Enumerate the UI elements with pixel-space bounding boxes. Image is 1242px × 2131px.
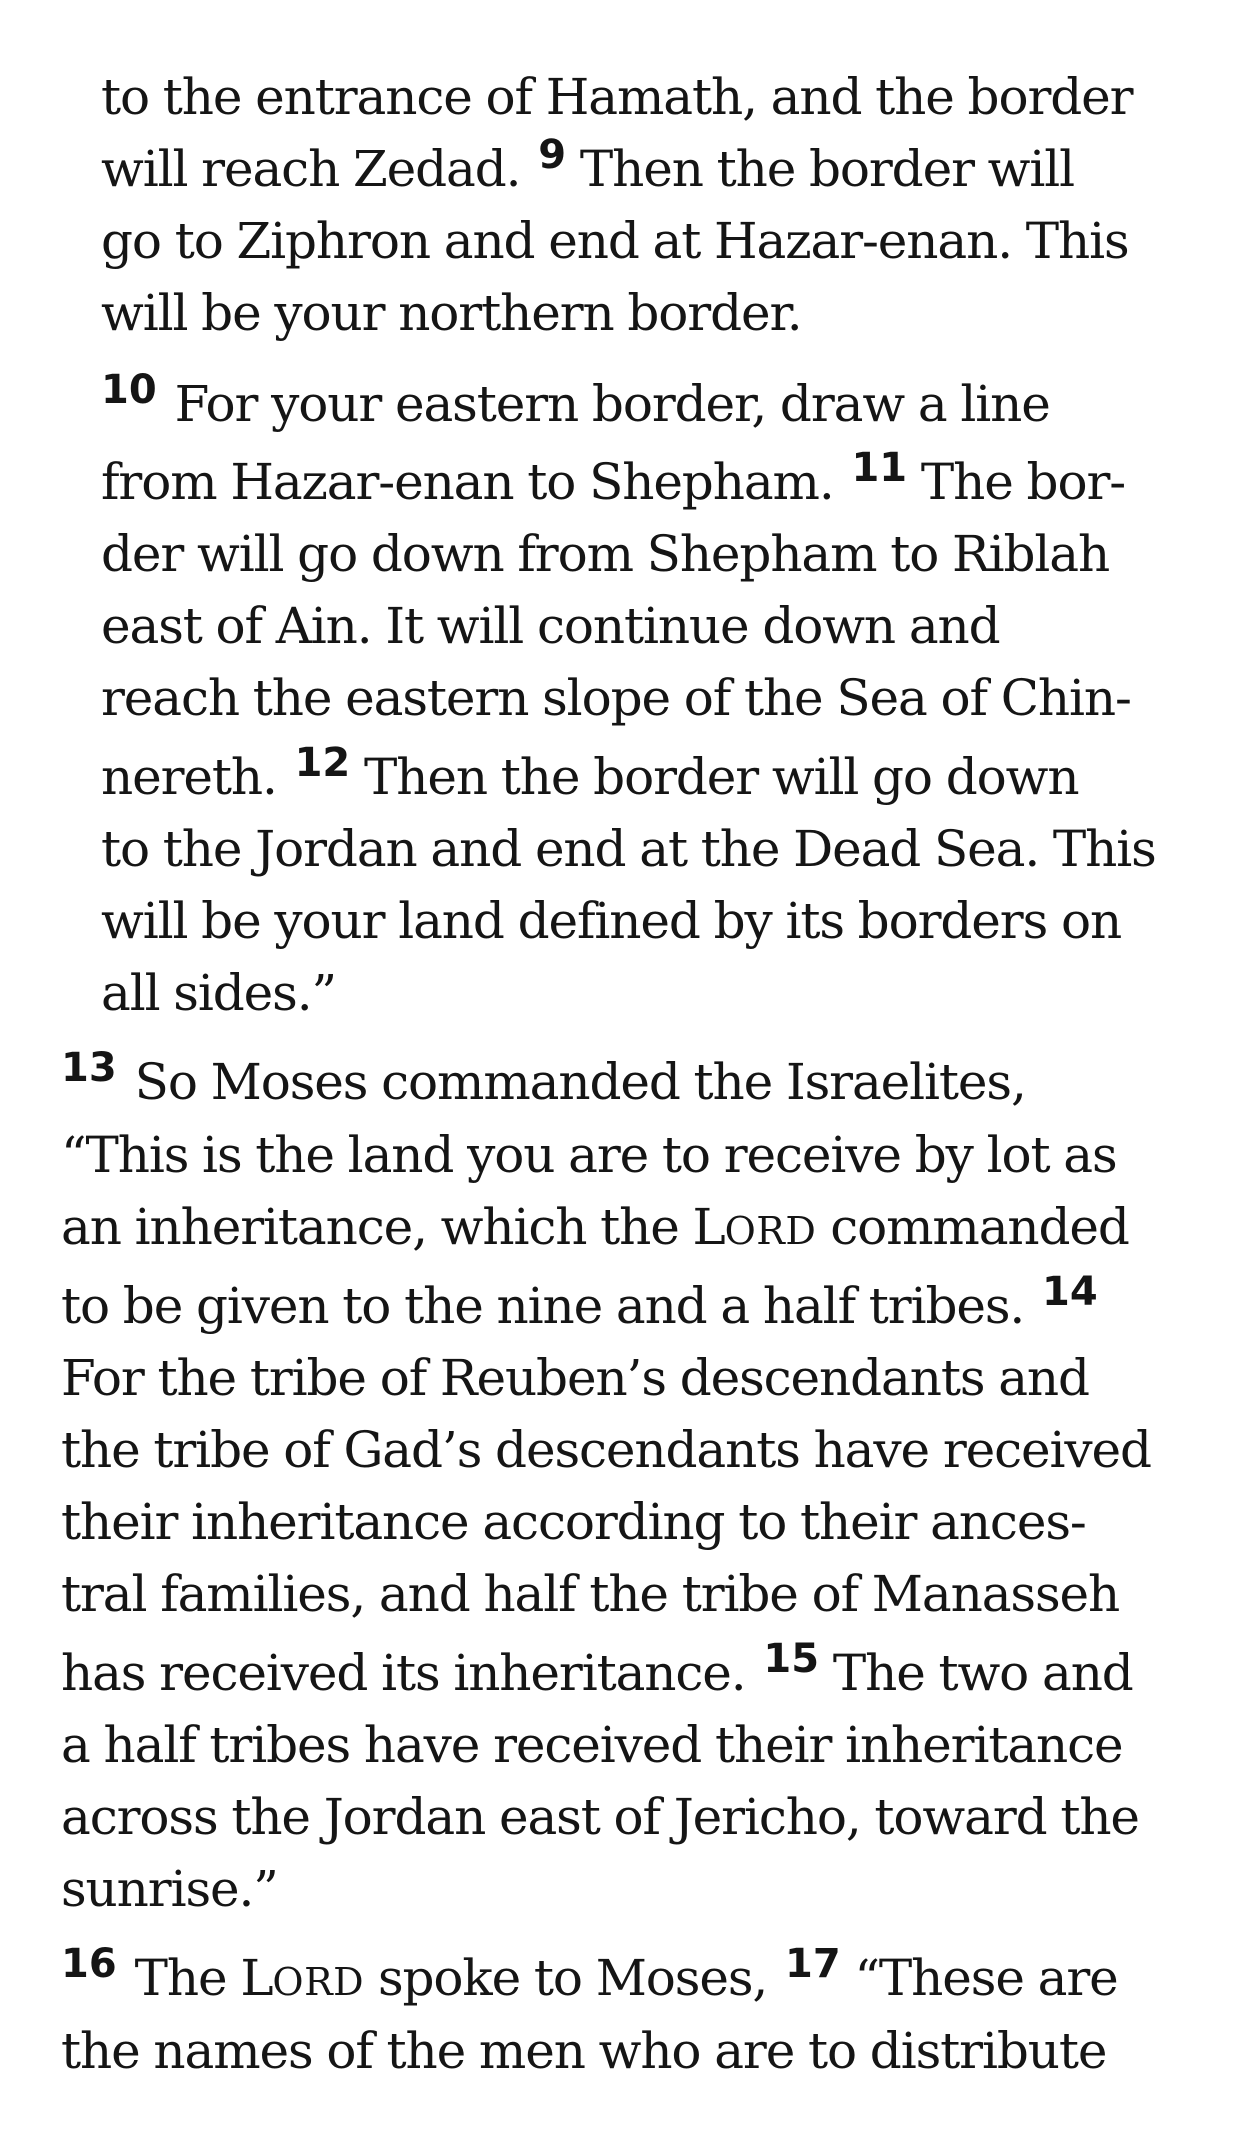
line-text: For the tribe of Reuben’s descendants and: [61, 1349, 1089, 1407]
line-text: east of Ain. It will continue down and: [101, 597, 1000, 655]
text-line: [0, 885, 1242, 957]
line-text: has received its inheritance.: [61, 1644, 746, 1702]
line-text: to the Jordan and end at the Dead Sea. This: [101, 820, 1156, 878]
lord-small-caps: LORD: [240, 1949, 365, 2007]
line-text: So Moses commanded the Israelites,: [134, 1053, 1026, 1111]
line-text: “These are: [854, 1949, 1118, 2007]
line-text: “This is the land you are to receive by lot as: [61, 1126, 1117, 1184]
line-text: their inheritance according to their ances-: [61, 1493, 1086, 1551]
line-text: will be your northern border.: [101, 284, 802, 342]
line-text: For your eastern border, draw a line: [174, 375, 1050, 433]
verse-number-13: 13: [61, 1045, 117, 1091]
line-text: Then the border will go down: [364, 748, 1079, 806]
verse-number-9: 9: [538, 132, 567, 178]
text-line: [0, 1119, 1242, 1191]
line-text: der will go down from Shepham to Riblah: [101, 525, 1110, 583]
text-line: [0, 1781, 1242, 1853]
line-text: The bor-: [920, 453, 1126, 511]
verse-number-16: 16: [61, 1941, 117, 1987]
text-line: [0, 61, 1242, 133]
verse-number-11: 11: [851, 445, 908, 491]
line-text: go to Ziphron and end at Hazar-enan. This: [101, 212, 1129, 270]
text-line: [0, 205, 1242, 277]
verse-number-12: 12: [294, 740, 351, 786]
line-text: reach the eastern slope of the Sea of Chin-: [101, 669, 1131, 727]
text-line: [0, 1637, 1242, 1709]
line-text: sunrise.”: [61, 1860, 278, 1918]
text-line: [0, 368, 1242, 440]
text-line: [0, 957, 1242, 1029]
verse-number-10: 10: [101, 367, 157, 413]
line-text: nereth.: [101, 748, 277, 806]
line-text: the tribe of Gad’s descendants have received: [61, 1421, 1151, 1479]
text-line: [0, 518, 1242, 590]
text-line: [0, 1414, 1242, 1486]
text-line: [0, 1853, 1242, 1925]
text-line: [0, 1558, 1242, 1630]
text-line: [0, 1270, 1242, 1342]
line-text: commanded: [830, 1198, 1129, 1256]
text-line: [0, 1342, 1242, 1414]
text-line: [0, 1046, 1242, 1118]
text-line: [0, 133, 1242, 205]
line-text: Then the border will: [579, 140, 1075, 198]
line-text: across the Jordan east of Jericho, toward the: [61, 1788, 1139, 1846]
line-text: from Hazar-enan to Shepham.: [101, 453, 834, 511]
text-line: [0, 2015, 1242, 2087]
line-text: The: [134, 1949, 227, 2007]
text-line: [0, 1709, 1242, 1781]
verse-number-15: 15: [763, 1636, 820, 1682]
text-line: [0, 1486, 1242, 1558]
text-line: [0, 590, 1242, 662]
verse-number-17: 17: [785, 1941, 841, 1987]
line-text: to be given to the nine and a half tribes.: [61, 1277, 1025, 1335]
line-text: will be your land defined by its borders on: [101, 892, 1122, 950]
text-line: [0, 1942, 1242, 2014]
text-line: [0, 813, 1242, 885]
verse-number-14: 14: [1042, 1269, 1098, 1315]
line-text: to the entrance of Hamath, and the border: [101, 68, 1133, 126]
line-text: spoke to Moses,: [377, 1949, 768, 2007]
text-line: [0, 446, 1242, 518]
text-line: [0, 1191, 1242, 1263]
line-text: The two and: [832, 1644, 1133, 1702]
line-text: an inheritance, which the: [61, 1198, 679, 1256]
text-line: [0, 741, 1242, 813]
line-text: tral families, and half the tribe of Manasseh: [61, 1565, 1120, 1623]
text-line: [0, 662, 1242, 734]
text-line: [0, 277, 1242, 349]
line-text: a half tribes have received their inheritance: [61, 1716, 1123, 1774]
lord-small-caps: LORD: [692, 1198, 817, 1256]
line-text: will reach Zedad.: [101, 140, 521, 198]
line-text: all sides.”: [101, 964, 336, 1022]
line-text: the names of the men who are to distribute: [61, 2022, 1107, 2080]
